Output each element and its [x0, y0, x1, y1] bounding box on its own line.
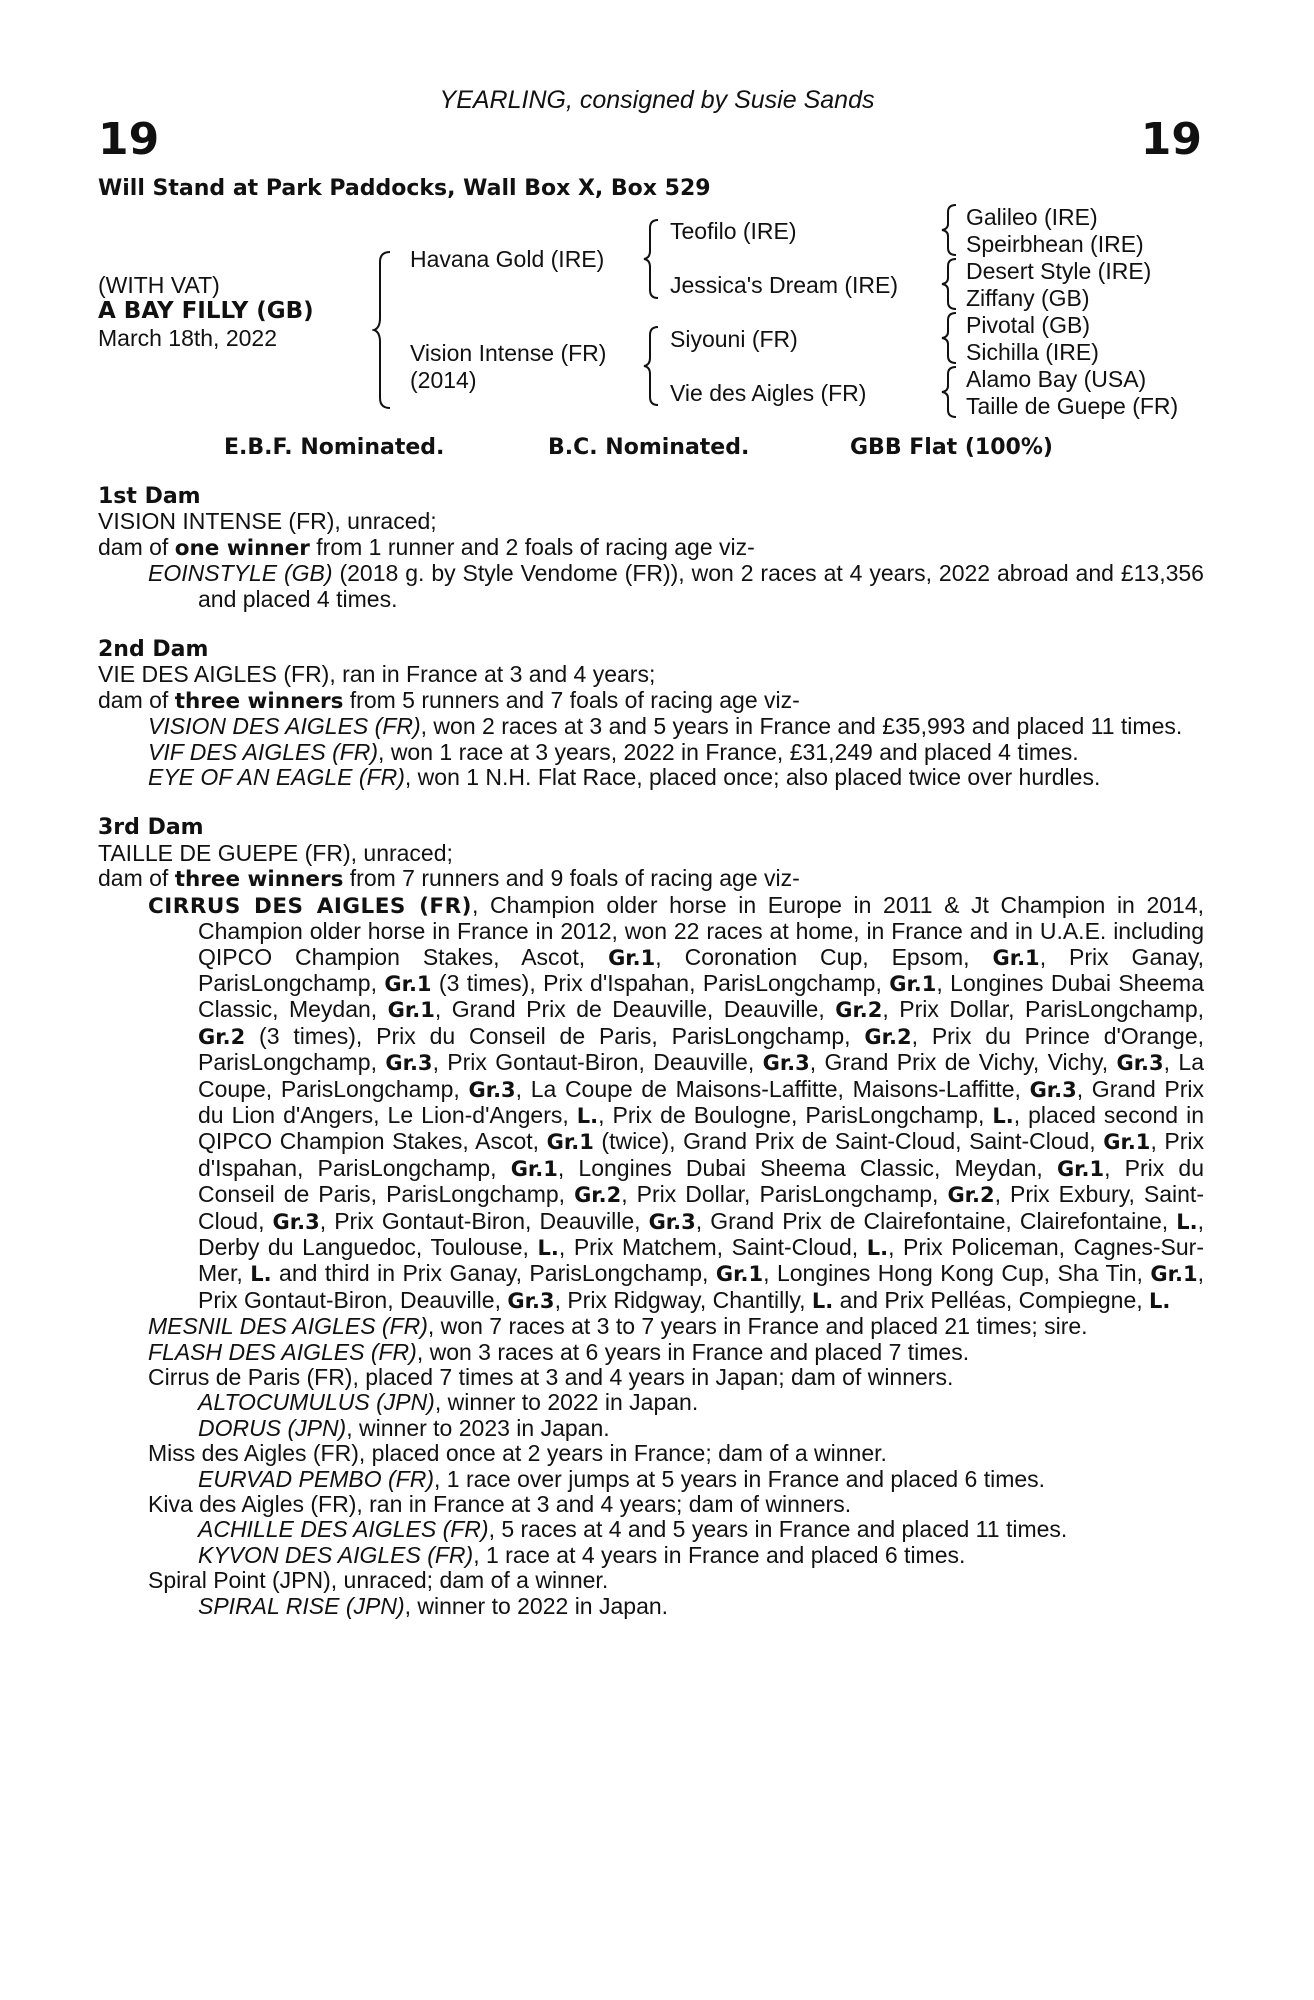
pedigree-ggp-8: Taille de Guepe (FR): [966, 393, 1179, 419]
flash-entry: FLASH DES AIGLES (FR), won 3 races at 6 years in France and placed 7 times.: [148, 1338, 970, 1365]
horse-name: A BAY FILLY (GB): [98, 298, 314, 324]
cirrus-des-aigles-entry: CIRRUS DES AIGLES (FR), Champion older horse in Europe in 2011 & Jt Champion in 2014, Champion older horse in France in 2012, won 22 races at home, in France and in U.A.E. including QIPCO Champion Stakes, Ascot, Gr.1, Coronation Cup, Epsom, Gr.1, Prix Ganay, ParisLongchamp, Gr.1 (3 times), Prix d'Ispahan, ParisLongchamp, Gr.1, Longines Dubai Sheema Classic, Meydan, Gr.1, Grand Prix de Deauville, Deauville, Gr.2, Prix Dollar, ParisLongchamp, Gr.2 (3 times), Prix du Conseil de Paris, ParisLongchamp, Gr.2, Prix du Prince d'Orange, ParisLongchamp, Gr.3, Prix Gontaut-Biron, Deauville, Gr.3, Grand Prix de Vichy, Vichy, Gr.3, La Coupe, ParisLongchamp, Gr.3, La Coupe de Maisons-Laffitte, Maisons-Laffitte, Gr.3, Grand Prix du Lion d'Angers, Le Lion-d'Angers, L., Prix de Boulogne, ParisLongchamp, L., placed second in QIPCO Champion Stakes, Ascot, Gr.1 (twice), Grand Prix de Saint-Cloud, Saint-Cloud, Gr.1, Prix d'Ispahan, ParisLongchamp, Gr.1, Longines Dubai Sheema Classic, Meydan, Gr.1, Prix du Conseil de Paris, ParisLongchamp, Gr.2, Prix Dollar, ParisLongchamp, Gr.2, Prix Exbury, Saint-Cloud, Gr.3, Prix Gontaut-Biron, Deauville, Gr.3, Grand Prix de Clairefontaine, Clairefontaine, L., Derby du Languedoc, Toulouse, L., Prix Matchem, Saint-Cloud, L., Prix Policeman, Cagnes-Sur-Mer, L. and third in Prix Ganay, ParisLongchamp, Gr.1, Longines Hong Kong Cup, Sha Tin, Gr.1, Prix Gontaut-Biron, Deauville, Gr.3, Prix Ridgway, Chantilly, L. and Prix Pelléas, Compiegne, L.: [148, 891, 1205, 1313]
race-grade: Gr.1: [992, 945, 1040, 970]
race-record-text: , Prix Gontaut-Biron, Deauville,: [198, 1260, 1204, 1313]
pedigree-ggp-1: Galileo (IRE): [966, 204, 1098, 230]
pedigree-ggp-2: Speirbhean (IRE): [966, 231, 1144, 257]
vat-label: (WITH VAT): [98, 272, 220, 298]
altocumulus-entry: ALTOCUMULUS (JPN), winner to 2022 in Japan.: [198, 1389, 699, 1416]
pedigree-brace-main: [372, 250, 394, 410]
pedigree-brace-g1: [940, 203, 960, 257]
race-grade: Gr.2: [947, 1183, 995, 1208]
stand-location: Will Stand at Park Paddocks, Wall Box X, Box 529: [98, 176, 711, 201]
race-grade: Gr.3: [468, 1077, 516, 1102]
pedigree-sire-dam: Jessica's Dream (IRE): [670, 272, 899, 298]
race-record-text: , Prix du Conseil de Paris, ParisLongchamp,: [198, 1154, 1204, 1208]
race-record-text: , Prix du Prince d'Orange, ParisLongchamp,: [198, 1022, 1204, 1076]
kyvon-entry: KYVON DES AIGLES (FR), 1 race at 4 years in France and placed 6 times.: [198, 1541, 966, 1568]
race-record-text: (twice), Grand Prix de Saint-Cloud, Saint-Cloud,: [593, 1128, 1104, 1155]
ebf-nomination: E.B.F. Nominated.: [224, 435, 445, 460]
second-dam-line: VIE DES AIGLES (FR), ran in France at 3 and 4 years;: [98, 661, 656, 688]
second-dam-foal-2: VIF DES AIGLES (FR), won 1 race at 3 years, 2022 in France, £31,249 and placed 4 times.: [148, 738, 1079, 765]
race-record-text: and Prix Pelléas, Compiegne,: [833, 1286, 1150, 1313]
race-record-text: , Coronation Cup, Epsom,: [655, 943, 993, 970]
race-record-text: , Grand Prix de Clairefontaine, Clairefontaine,: [695, 1207, 1177, 1234]
race-grade: Gr.1: [889, 971, 937, 996]
race-grade: Gr.3: [762, 1051, 810, 1076]
third-dam-line: TAILLE DE GUEPE (FR), unraced;: [98, 839, 453, 866]
race-grade: Gr.1: [387, 998, 435, 1023]
race-grade: Gr.3: [1116, 1051, 1164, 1076]
foaling-date: March 18th, 2022: [98, 325, 278, 351]
pedigree-dam-dam: Vie des Aigles (FR): [670, 380, 867, 406]
race-grade: L.: [866, 1235, 889, 1260]
race-grade: L.: [811, 1288, 834, 1313]
pedigree-sire-sire: Teofilo (IRE): [670, 218, 797, 244]
pedigree-notes: [98, 484, 1204, 1619]
race-grade: L.: [1176, 1209, 1198, 1234]
consignor-subtitle: YEARLING, consigned by Susie Sands: [439, 86, 875, 114]
race-grade: Gr.3: [1029, 1077, 1077, 1102]
race-record-text: , Grand Prix du Lion d'Angers, Le Lion-d'Angers,: [198, 1075, 1204, 1128]
lot-number-right: 19: [1140, 114, 1202, 165]
kiva-des-aigles-entry: Kiva des Aigles (FR), ran in France at 3 and 4 years; dam of winners.: [148, 1491, 852, 1518]
race-grade: Gr.3: [385, 1051, 433, 1076]
race-grade: Gr.1: [715, 1262, 764, 1287]
race-grade: Gr.2: [198, 1024, 246, 1049]
race-record-text: , Derby du Languedoc, Toulouse,: [198, 1207, 1204, 1260]
race-grade: Gr.3: [648, 1209, 696, 1234]
pedigree-ggp-6: Sichilla (IRE): [966, 339, 1099, 365]
third-dam-heading: 3rd Dam: [98, 815, 204, 841]
race-record-text: , Prix Gontaut-Biron, Deauville,: [432, 1049, 763, 1076]
third-dam-produce: dam of three winners from 7 runners and 9 foals of racing age viz-: [98, 865, 800, 893]
race-grade: Gr.2: [864, 1024, 912, 1049]
race-grade: L.: [576, 1103, 599, 1128]
pedigree-brace-g3: [940, 311, 960, 365]
dorus-entry: DORUS (JPN), winner to 2023 in Japan.: [198, 1414, 610, 1441]
race-grade: Gr.3: [507, 1288, 555, 1313]
first-dam-foal-1: EOINSTYLE (GB) (2018 g. by Style Vendome (FR)), won 2 races at 4 years, 2022 abroad and £13,356 and placed 4 times.: [148, 560, 1204, 612]
second-dam-heading: 2nd Dam: [98, 637, 209, 663]
race-grade: L.: [537, 1235, 559, 1260]
race-grade: Gr.1: [546, 1130, 594, 1155]
race-record-text: , Prix Policeman, Cagnes-Sur-Mer,: [198, 1233, 1204, 1287]
race-record-text: , Longines Dubai Sheema Classic, Meydan,: [198, 969, 1204, 1023]
cirrus-de-paris-entry: Cirrus de Paris (FR), placed 7 times at 3 and 4 years in Japan; dam of winners.: [148, 1364, 954, 1390]
pedigree-brace-g4: [940, 365, 960, 419]
race-grade: L.: [250, 1262, 272, 1287]
race-grade: Gr.1: [1150, 1262, 1198, 1287]
race-record-text: (3 times), Prix d'Ispahan, ParisLongchamp,: [431, 969, 890, 996]
pedigree-dam-sire: Siyouni (FR): [670, 326, 798, 352]
race-grade: Gr.1: [608, 945, 656, 970]
race-record-text: , Longines Dubai Sheema Classic, Meydan,: [557, 1154, 1057, 1181]
lot-number-left: 19: [98, 114, 160, 165]
second-dam-produce: dam of three winners from 5 runners and 7 foals of racing age viz-: [98, 686, 800, 714]
pedigree-dam: Vision Intense (FR): [410, 340, 607, 366]
race-record-text: , placed second in QIPCO Champion Stakes, Ascot,: [198, 1101, 1204, 1155]
race-record-text: , Prix Matchem, Saint-Cloud,: [558, 1233, 867, 1260]
second-dam-foal-3: EYE OF AN EAGLE (FR), won 1 N.H. Flat Race, placed once; also placed twice over hurdles.: [148, 764, 1101, 791]
first-dam-produce: dam of one winner from 1 runner and 2 foals of racing age viz-: [98, 533, 755, 561]
race-grade: L.: [992, 1103, 1014, 1128]
miss-des-aigles-entry: Miss des Aigles (FR), placed once at 2 years in France; dam of a winner.: [148, 1440, 887, 1467]
race-grade: Gr.1: [510, 1156, 558, 1181]
race-record-text: (3 times), Prix du Conseil de Paris, ParisLongchamp,: [245, 1022, 865, 1049]
race-record-text: , Prix de Boulogne, ParisLongchamp,: [598, 1101, 993, 1128]
race-record-text: , Prix Dollar, ParisLongchamp,: [621, 1181, 948, 1208]
race-grade: Gr.3: [272, 1209, 320, 1234]
race-record-text: , Prix Exbury, Saint-Cloud,: [198, 1181, 1204, 1234]
race-record-text: , Grand Prix de Deauville, Deauville,: [434, 996, 836, 1023]
gbb-flat: GBB Flat (100%): [850, 435, 1053, 460]
pedigree-brace-sire: [642, 218, 662, 300]
second-dam-foal-1: VISION DES AIGLES (FR), won 2 races at 3 and 5 years in France and £35,993 and placed 11 times.: [148, 713, 1183, 740]
race-grade: Gr.2: [835, 998, 883, 1023]
race-record-text: , Prix d'Ispahan, ParisLongchamp,: [198, 1128, 1205, 1181]
race-grade: Gr.2: [574, 1183, 622, 1208]
race-record-text: , Prix Ridgway, Chantilly,: [554, 1286, 812, 1313]
mesnil-entry: MESNIL DES AIGLES (FR), won 7 races at 3 to 7 years in France and placed 21 times; sire.: [148, 1313, 1088, 1340]
first-dam-line: VISION INTENSE (FR), unraced;: [98, 508, 437, 535]
race-record-text: , Prix Ganay, ParisLongchamp,: [198, 943, 1205, 996]
race-record-text: , Prix Gontaut-Biron, Deauville,: [319, 1207, 649, 1234]
pedigree-brace-dam: [642, 325, 662, 407]
pedigree-ggp-5: Pivotal (GB): [966, 312, 1090, 338]
spiral-point-entry: Spiral Point (JPN), unraced; dam of a winner.: [148, 1567, 609, 1594]
pedigree-ggp-3: Desert Style (IRE): [966, 258, 1152, 284]
spiral-rise-entry: SPIRAL RISE (JPN), winner to 2022 in Japan.: [198, 1592, 669, 1619]
pedigree-brace-g2: [940, 257, 960, 311]
pedigree-sire: Havana Gold (IRE): [410, 246, 605, 272]
eurvad-pembo-entry: EURVAD PEMBO (FR), 1 race over jumps at 5 years in France and placed 6 times.: [198, 1465, 1046, 1492]
pedigree-ggp-4: Ziffany (GB): [966, 285, 1090, 311]
race-record-text: , La Coupe de Maisons-Laffitte, Maisons-Laffitte,: [515, 1075, 1030, 1102]
race-record-text: , Champion older horse in Europe in 2011 & Jt Champion in 2014, Champion older horse in France in 2012, won 22 races at home, in France and in U.A.E. including QIPCO Champion Stakes, Ascot,: [198, 891, 1204, 970]
race-record-text: , Prix Dollar, ParisLongchamp,: [882, 996, 1204, 1023]
race-record-text: , Grand Prix de Vichy, Vichy,: [809, 1049, 1117, 1076]
race-grade: Gr.1: [1103, 1130, 1151, 1155]
first-dam-heading: 1st Dam: [98, 484, 201, 509]
pedigree-dam-year: (2014): [410, 367, 477, 393]
race-grade: L.: [1149, 1288, 1171, 1313]
achille-entry: ACHILLE DES AIGLES (FR), 5 races at 4 and 5 years in France and placed 11 times.: [198, 1516, 1068, 1543]
bc-nomination: B.C. Nominated.: [548, 435, 750, 460]
race-grade: Gr.1: [1056, 1156, 1105, 1181]
race-record-text: , Longines Hong Kong Cup, Sha Tin,: [763, 1260, 1151, 1287]
race-grade: Gr.1: [384, 971, 432, 996]
race-record-text: , La Coupe, ParisLongchamp,: [198, 1049, 1204, 1102]
race-record-text: and third in Prix Ganay, ParisLongchamp,: [271, 1260, 716, 1287]
pedigree-ggp-7: Alamo Bay (USA): [966, 366, 1147, 392]
